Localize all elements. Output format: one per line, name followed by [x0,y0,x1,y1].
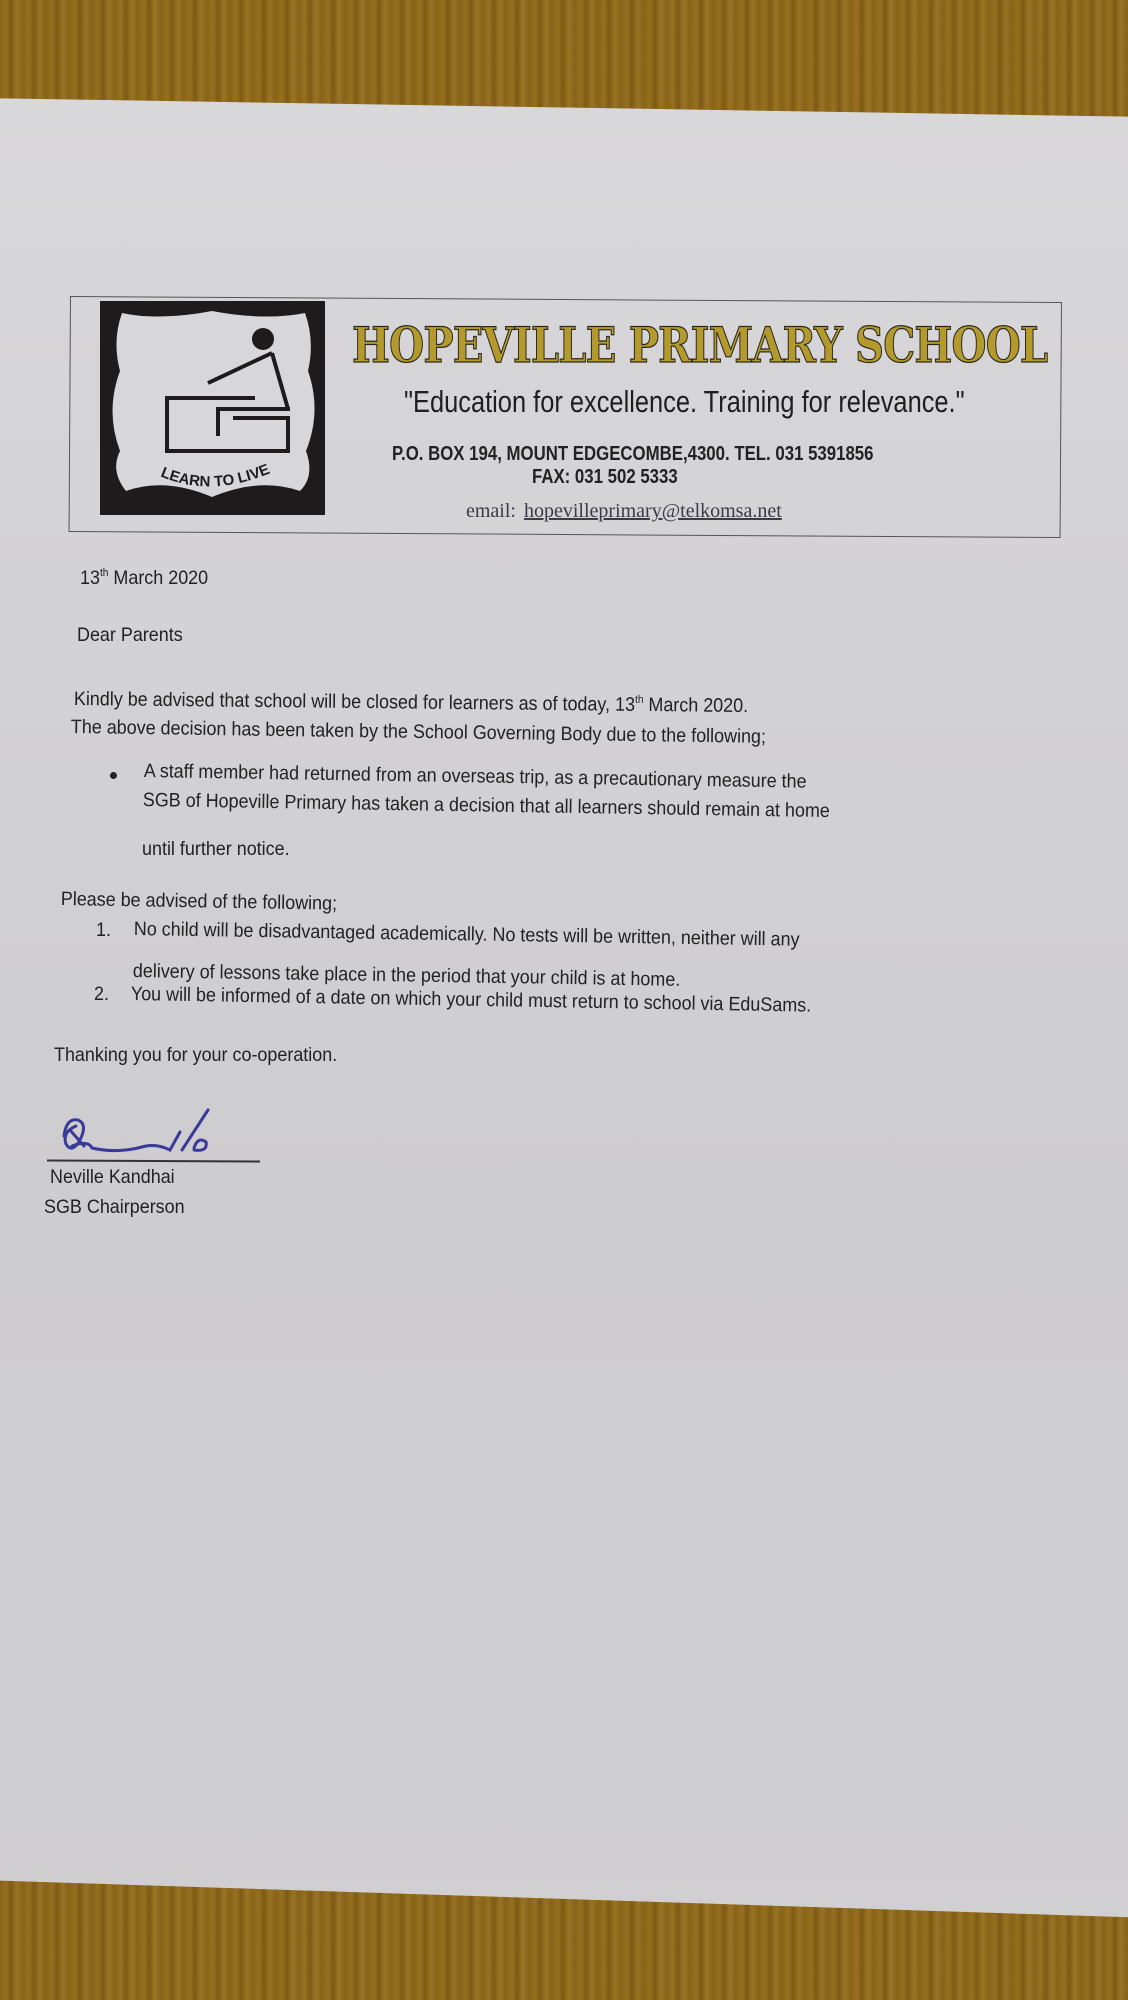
email-label: email: [466,500,516,522]
signatory-title: SGB Chairperson [44,1196,185,1218]
svg-text:LEARN TO LIVE: LEARN TO LIVE [158,460,273,491]
bullet-line-2: SGB of Hopeville Primary has taken a decision that all learners should remain at home [142,789,830,823]
closing-line: Thanking you for your co-operation. [54,1044,338,1066]
list-number-2: 2. [94,983,109,1005]
letter-date: 13th March 2020 [80,567,209,589]
list-item-2-line-1: You will be informed of a date on which your child must return to school via EduSams. [130,983,812,1017]
crest-icon [100,301,325,515]
bullet-icon [110,772,117,779]
list-item-1-line-2: delivery of lessons take place in the period that your child is at home. [132,960,681,991]
intro-line-2: The above decision has been taken by the School Governing Body due to the following; [70,716,767,748]
advised-heading: Please be advised of the following; [60,888,338,915]
signatory-name: Neville Kandhai [50,1166,175,1188]
list-item-1-line-1: No child will be disadvantaged academically. No tests will be written, neither will any [133,918,800,951]
school-email-row [466,500,782,523]
email-link[interactable]: hopevilleprimary@telkomsa.net [523,500,782,522]
signature-icon [58,1096,238,1166]
school-crest-logo [100,301,325,515]
school-name: HOPEVILLE PRIMARY SCHOOL [352,316,1048,374]
bullet-line-3: until further notice. [142,838,290,860]
school-address: P.O. BOX 194, MOUNT EDGECOMBE,4300. TEL. 031 5391856 [392,443,874,465]
salutation: Dear Parents [77,624,183,646]
school-motto: "Education for excellence. Training for relevance." [404,384,965,419]
school-fax: FAX: 031 502 5333 [532,466,678,488]
bullet-line-1: A staff member had returned from an overseas trip, as a precautionary measure the [143,760,807,793]
list-number-1: 1. [96,919,111,941]
intro-line-1: Kindly be advised that school will be closed for learners as of today, 13th March 2020. [73,688,749,718]
